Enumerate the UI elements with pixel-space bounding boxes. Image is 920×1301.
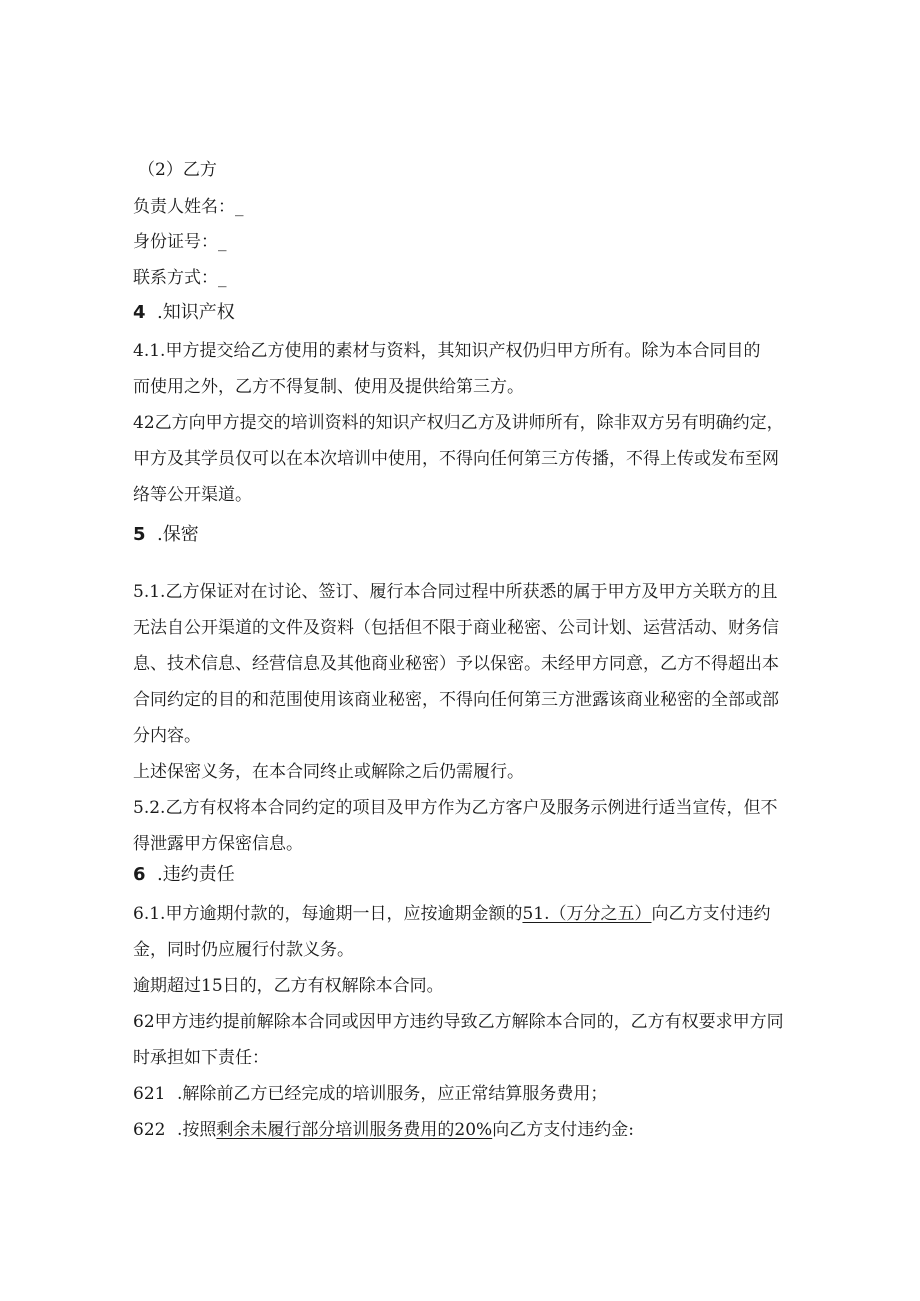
section-6-1-text-start: 6.1.甲方逾期付款的，每逾期一日，应按逾期金额的 <box>133 904 523 924</box>
section-6-2-2-number: 622 <box>133 1120 166 1140</box>
section-6-1-line-2: 金，同时仍应履行付款义务。 <box>133 940 354 960</box>
section-5-1-line-3: 息、技术信息、经营信息及其他商业秘密）予以保密。未经甲方同意，乙方不得超出本 <box>133 654 779 674</box>
section-6-2-line-1: 62甲方违约提前解除本合同或因甲方违约导致乙方解除本合同的，乙方有权要求甲方同 <box>133 1012 784 1032</box>
party-b-id-field: 身份证号：_ <box>133 232 227 252</box>
section-4-2-line-1: 42乙方向甲方提交的培训资料的知识产权归乙方及讲师所有，除非双方另有明确约定， <box>133 413 784 433</box>
section-6-2-line-2: 时承担如下责任： <box>133 1048 269 1068</box>
section-5-2-line-2: 得泄露甲方保密信息。 <box>133 834 303 854</box>
section-4-2-line-3: 络等公开渠道。 <box>133 485 252 505</box>
section-6-heading <box>133 864 235 886</box>
section-6-2-1-text: .解除前乙方已经完成的培训服务，应正常结算服务费用； <box>177 1084 608 1104</box>
section-6-1-line-1 <box>133 903 771 925</box>
section-4-title: .知识产权 <box>157 302 235 323</box>
section-6-number: 6 <box>133 864 146 885</box>
section-5-number: 5 <box>133 524 146 545</box>
section-4-heading <box>133 302 235 324</box>
section-5-1-line-2: 无法自公开渠道的文件及资料（包括但不限于商业秘密、公司计划、运营活动、财务信 <box>133 618 779 638</box>
confidentiality-survival-clause: 上述保密义务，在本合同终止或解除之后仍需履行。 <box>133 762 524 782</box>
section-6-2-2-text-end: 向乙方支付违约金: <box>492 1120 634 1140</box>
section-5-title: .保密 <box>157 524 199 545</box>
party-b-name-field: 负责人姓名：_ <box>133 197 244 217</box>
section-5-1-line-5: 分内容。 <box>133 726 201 746</box>
penalty-rate: 剩余未履行部分培训服务费用的20% <box>216 1120 493 1140</box>
section-4-number: 4 <box>133 302 146 323</box>
section-6-2-2 <box>133 1119 634 1141</box>
party-b-contact-field: 联系方式：_ <box>133 268 227 288</box>
section-6-title: .违约责任 <box>157 864 235 885</box>
party-b-heading: （2）乙方 <box>138 160 217 180</box>
section-6-1-text-end: 向乙方支付违约 <box>651 904 771 924</box>
section-4-1-line-1: 4.1.甲方提交给乙方使用的素材与资料，其知识产权仍归甲方所有。除为本合同目的 <box>133 341 761 361</box>
section-6-2-2-text-start: .按照 <box>177 1120 217 1140</box>
late-fee-rate: 51.（万分之五） <box>522 904 652 924</box>
section-4-1-line-2: 而使用之外，乙方不得复制、使用及提供给第三方。 <box>133 377 524 397</box>
section-6-2-1 <box>133 1083 607 1105</box>
section-5-2-line-1: 5.2.乙方有权将本合同约定的项目及甲方作为乙方客户及服务示例进行适当宣传，但不 <box>133 798 778 818</box>
section-4-2-line-2: 甲方及其学员仅可以在本次培训中使用，不得向任何第三方传播，不得上传或发布至网 <box>133 449 779 469</box>
section-5-1-line-1: 5.1.乙方保证对在讨论、签订、履行本合同过程中所获悉的属于甲方及甲方关联方的且 <box>133 582 778 602</box>
section-5-heading <box>133 524 199 546</box>
section-5-1-line-4: 合同约定的目的和范围使用该商业秘密，不得向任何第三方泄露该商业秘密的全部或部 <box>133 690 779 710</box>
overdue-termination-clause: 逾期超过15日的，乙方有权解除本合同。 <box>133 976 444 996</box>
section-6-2-1-number: 621 <box>133 1084 166 1104</box>
